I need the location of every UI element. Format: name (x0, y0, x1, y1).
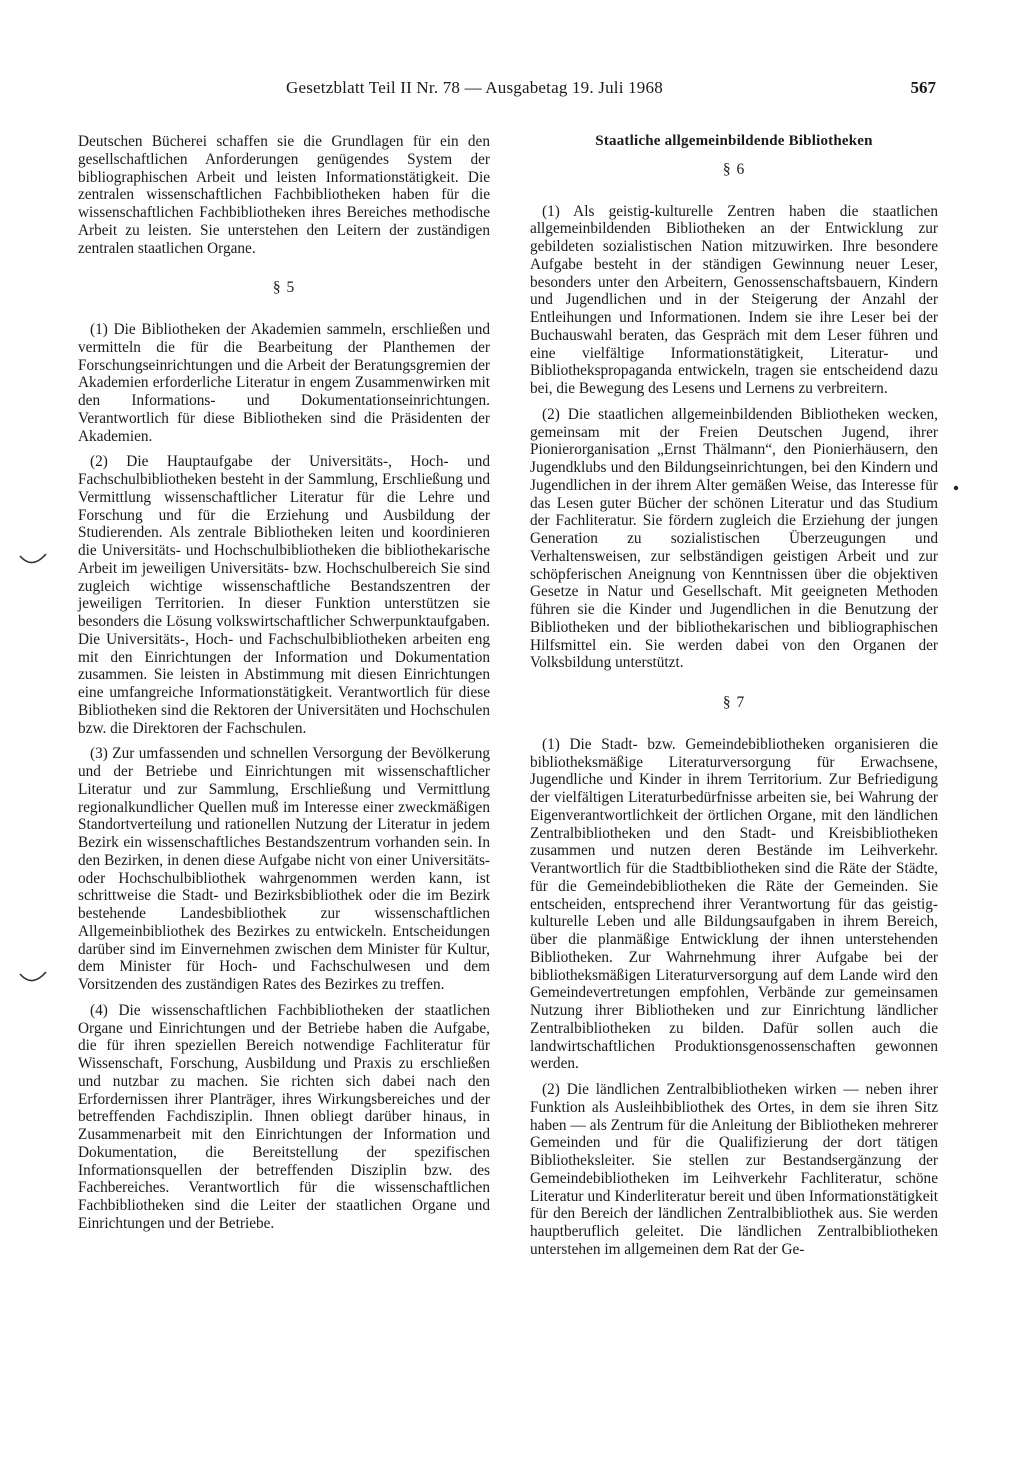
paragraph-5-3: (3) Zur umfassenden und schnellen Versorgung der Bevölkerung und der Betriebe und Einrichtungen mit wissenschaftlicher Literatur und zur Sammlung, Erschließung und Vermittlung regionalkundlicher Quellen muß im Interesse einer zweckmäßigen Standortverteilung und rationellen Nutzung der Literatur in jedem Bezirk ein wissenschaftliches Bestandszentrum vorhanden sein. In den Bezirken, in denen diese Aufgabe nicht von einer Universitäts- oder Hochschulbibliothek wahrgenommen werden kann, ist schrittweise die Stadt- und Bezirksbibliothek oder die im Bezirk bestehende Landesbibliothek zur wissenschaftlichen Allgemeinbibliothek des Bezirkes zu entwickeln. Entscheidungen darüber sind im Einvernehmen zwischen dem Minister für Kultur, dem Minister für Hoch- und Fachschulwesen und dem Vorsitzenden des zuständigen Rates des Bezirkes zu treffen. (78, 745, 490, 993)
header-title: Gesetzblatt Teil II Nr. 78 — Ausgabetag 19. Juli 1968 (286, 78, 663, 97)
chapter-heading: Staatliche allgemeinbildende Bibliotheken (595, 133, 873, 149)
section-7-heading: § 7 (722, 694, 746, 711)
paragraph-5-4: (4) Die wissenschaftlichen Fachbibliotheken der staatlichen Organe und Einrichtungen und der Betriebe haben die Aufgabe, die für ihren speziellen Bereich notwendige Fachliteratur für Wissenschaft, Forschung, Ausbildung und Praxis zu erschließen und nutzbar zu machen. Sie richten sich dabei nach den Erfordernissen ihrer Planträger, ihres Wirkungsbereiches und der betreffenden Fachdisziplin. Ihnen obliegt darüber hinaus, in Zusammenarbeit mit den Einrichtungen der Information und Dokumentation, die Bereitstellung der spezifischen Informationsquellen der betreffenden Disziplin bzw. des Fachbereiches. Verantwortlich für die wissenschaftlichen Fachbibliotheken sind die Leiter der staatlichen Organe und Einrichtungen und der Betriebe. (78, 1001, 490, 1232)
paragraph-7-1: (1) Die Stadt- bzw. Gemeindebibliotheken organisieren die bibliotheksmäßige Literaturversorgung für Erwachsene, Jugendliche und Kinder in ihrem Territorium. Zur Befriedigung der vielfältigen Literaturbedürfnisse arbeiten sie, bei Wahrung der Eigenverantwortlichkeit der örtlichen Organe, mit den ländlichen Zentralbibliotheken und den Stadt- und Kreisbibliotheken zusammen und nutzen deren Bestände im Leihverkehr. Verantwortlich für die Stadtbibliotheken sind die Räte der Städte, für die Gemeindebibliotheken die Räte der Gemeinden. Sie entscheiden, entsprechend ihrer Verantwortung für das geistig-kulturelle Leben und alle Bildungsaufgaben in ihrem Bereich, über die planmäßige Entwicklung der ihnen unterstehenden Bibliotheken. Zur Wahrnehmung ihrer Aufgabe bei der bibliotheksmäßigen Literaturversorgung auf dem Lande wird den Gemeindevertretungen empfohlen, Verbände zur gemeinsamen Nutzung ihrer Bibliotheken und zur Einrichtung ländlicher Zentralbibliotheken zu bilden. Dafür sollen auch die landwirtschaftlichen Produktionsgenossenschaften gewonnen werden. (530, 735, 938, 1073)
right-column (530, 133, 938, 1259)
left-column (78, 133, 490, 1233)
intro-paragraph: Deutschen Bücherei schaffen sie die Grundlagen für ein den gesellschaftlichen Anforderungen genügendes System der bibliographischen Arbeit und leisten Informationstätigkeit. Die zentralen wissenschaftlichen Fachbibliotheken haben für die wissenschaftlichen Fachbibliotheken ihres Bereiches methodische Arbeit zu leisten. Sie unterstehen den Leitern der zuständigen zentralen staatlichen Organe. (78, 133, 490, 257)
section-5-heading: § 5 (272, 279, 296, 297)
paragraph-6-2: (2) Die staatlichen allgemeinbildenden Bibliotheken wecken, gemeinsam mit der Freien Deutschen Jugend, ihrer Pionierorganisation „Ernst Thälmann“, den Pionierhäusern, den Jugendklubs und den Bildungseinrichtungen, bei den Kindern und Jugendlichen in der ihrem Alter gemäßen Weise, das Interesse für das Lesen guter Bücher der schönen Literatur und das Studium der Fachliteratur. Sie fördern zugleich die Erziehung der jungen Generation zu sozialistischen Überzeugungen und Verhaltensweisen, zur selbständigen geistigen Arbeit und zur schöpferischen Aneignung von Kenntnissen über die objektiven Gesetze in Natur und Gesellschaft. Mit geeigneten Methoden führen sie die Kinder und Jugendlichen in die Benutzung der Bibliotheken und der bibliothekarischen und bibliographischen Hilfsmittel ein. Sie werden dabei von den Organen der Volksbildung unterstützt. (530, 405, 938, 672)
paragraph-5-1: (1) Die Bibliotheken der Akademien sammeln, erschließen und vermitteln die für die Bearbeitung der Planthemen der Forschungseinrichtungen und die Arbeit der Beratungsgremien der Akademien erforderliche Literatur in engem Zusammenwirken mit den Informations- und Dokumentationseinrichtungen. Verantwortlich für diese Bibliotheken sind die Präsidenten der Akademien. (78, 321, 490, 445)
section-6-heading: § 6 (722, 160, 746, 178)
page-header (286, 78, 936, 100)
margin-dot-mark (952, 484, 960, 492)
paragraph-7-2: (2) Die ländlichen Zentralbibliotheken wirken — neben ihrer Funktion als Ausleihbibliothek des Ortes, in dem sie ihren Sitz haben — als Zentrum für die Anleitung der Bibliotheken mehrerer Gemeinden und für die Qualifizierung der dort tätigen Bibliotheksleiter. Sie stellen zur Bestandsergänzung der Gemeindebibliotheken im Leihverkehr Fachliteratur, schöne Literatur und Kinderliteratur bereit und üben Informationstätigkeit für den Bereich der ländlichen Zentralbibliothek aus. Sie werden hauptberuflich geleitet. Die ländlichen Zentralbibliotheken unterstehen im allgemeinen dem Rat der Ge- (530, 1081, 938, 1258)
margin-pencil-mark (18, 966, 48, 988)
page-number: 567 (910, 78, 936, 97)
paragraph-6-1: (1) Als geistig-kulturelle Zentren haben die staatlichen allgemeinbildenden Bibliotheken an der Entwicklung zur gebildeten sozialistischen Nation mitzuwirken. Ihre besondere Aufgabe besteht in der ständigen Gewinnung neuer Leser, besonders unter den Arbeitern, Genossenschaftsbauern, Kindern und Jugendlichen und in der Steigerung der Anzahl der Entleihungen und Informationen. Indem sie ihre Leser bei der Buchauswahl beraten, das Gespräch mit dem Leser führen und eine vielfältige Informationstätigkeit, Literatur- und Bibliothekspropaganda entwickeln, tragen sie entscheidend dazu bei, die Bewegung des Lesens und Lernens zu verbreitern. (530, 202, 938, 397)
paragraph-5-2: (2) Die Hauptaufgabe der Universitäts-, Hoch- und Fachschulbibliotheken besteht in der Sammlung, Erschließung und Vermittlung wissenschaftlicher Literatur für die Lehre und Forschung und für die Erziehung und Ausbildung der Studierenden. Als zentrale Bibliotheken leiten und koordinieren die Universitäts- und Hochschulbibliotheken die bibliothekarische Arbeit im jeweiligen Universitäts- bzw. Hochschulbereich Sie sind zugleich wichtige wissenschaftliche Bestandszentren der jeweiligen Territorien. In dieser Funktion unterstützen sie besonders die Lösung volkswirtschaftlicher Schwerpunktaufgaben. Die Universitäts-, Hoch- und Fachschulbibliotheken arbeiten eng mit den Einrichtungen der Information und Dokumentation zusammen. Sie leisten in Abstimmung mit diesen Einrichtungen eine umfangreiche Informationstätigkeit. Verantwortlich für diese Bibliotheken sind die Rektoren der Universitäten und Hochschulen bzw. die Direktoren der Fachschulen. (78, 453, 490, 737)
margin-pencil-mark (18, 548, 48, 570)
